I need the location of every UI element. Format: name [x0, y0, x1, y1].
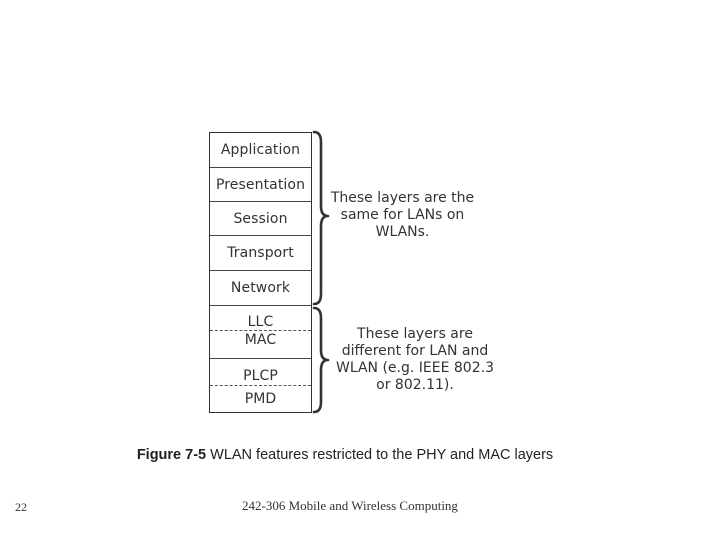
layer-network: Network [210, 271, 311, 306]
caption-text: WLAN features restricted to the PHY and MAC layers [206, 447, 554, 463]
layer-pmd: PMD [244, 391, 277, 407]
figure-label: Figure 7-5 [136, 447, 207, 463]
layer-llc: LLC [210, 306, 311, 331]
figure-caption [0, 447, 690, 463]
layer-session: Session [210, 202, 311, 236]
course-title: 242-306 Mobile and Wireless Computing [242, 498, 458, 513]
layer-transport: Transport [210, 236, 311, 271]
upper-layers-note: These layers are the same for LANs on WLANs. [330, 190, 475, 240]
layer-presentation: Presentation [210, 168, 311, 202]
lower-layers-note: These layers are different for LAN and WLAN (e.g. IEEE 802.3 or 802.11). [336, 326, 494, 393]
page-number: 22 [15, 500, 27, 514]
layer-mac: MAC [210, 331, 311, 359]
osi-layer-stack [209, 132, 312, 413]
layer-application: Application [210, 133, 311, 168]
layer-plcp: PLCP [210, 359, 311, 386]
